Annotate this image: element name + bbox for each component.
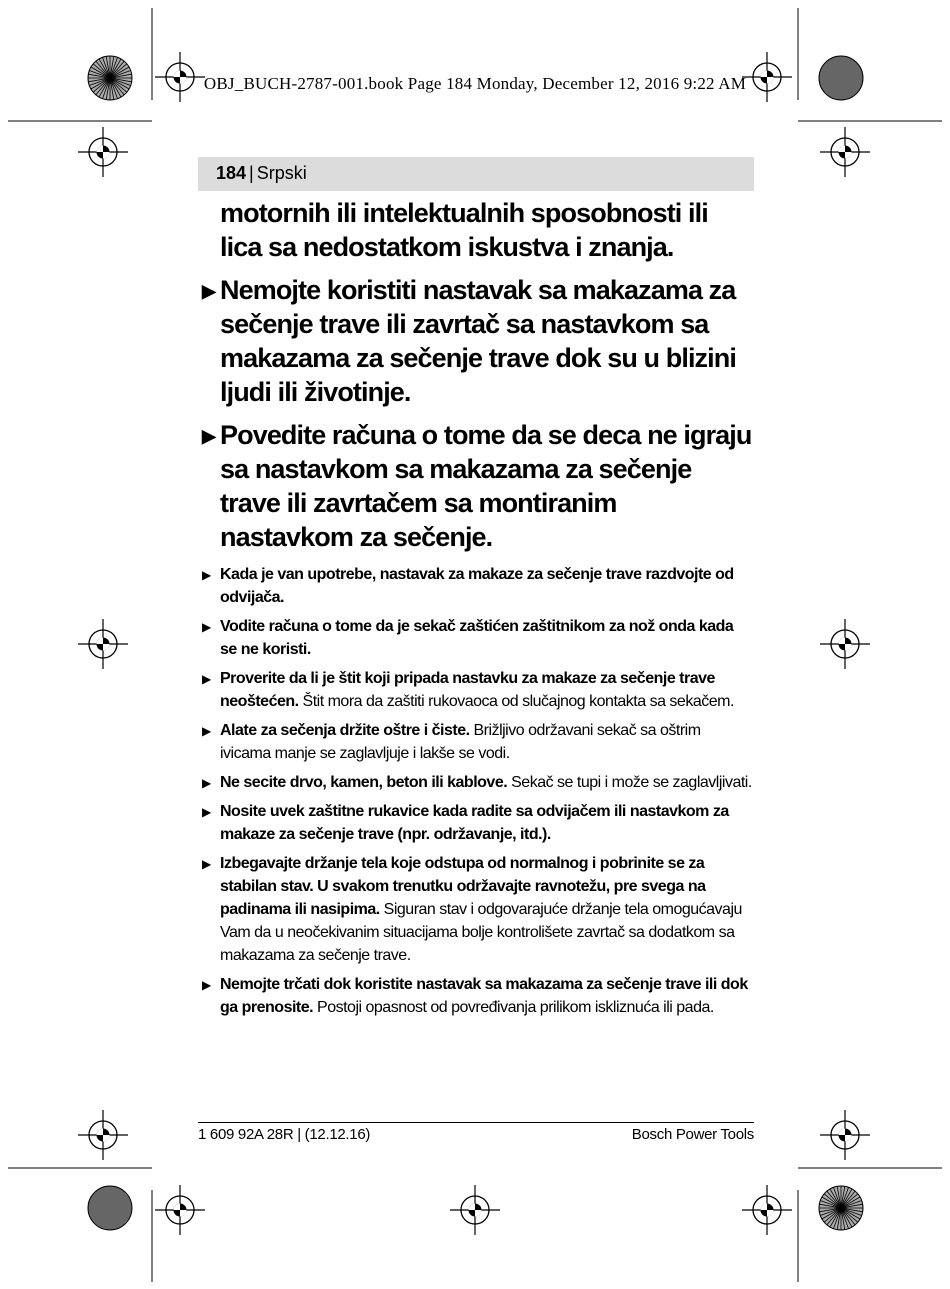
footer-rule: [198, 1122, 754, 1123]
page-header: [198, 157, 754, 191]
warning-large: ▶ Nemojte koristiti nastavak sa makazama za sečenje trave ili zavrtač sa nastavkom sa makazama za sečenje trave dok su u blizini ljudi ili životinje.: [202, 275, 736, 407]
header-separator: |: [249, 163, 254, 183]
warning-item: ▶ Alate za sečenja držite oštre i čiste. Brižljivo održavani sekač sa oštrim ivicama manje se zaglavljuje i lakše se vodi.: [202, 722, 701, 762]
warning-item: ▶ Kada je van upotrebe, nastavak za makaze za sečenje trave razdvojte od odvijača.: [202, 566, 734, 606]
registration-mark-middle-left: [78, 619, 128, 669]
registration-mark-upper-right: [820, 127, 870, 177]
bullet-arrow-icon: ▶: [202, 724, 211, 738]
bullet-arrow-icon: ▶: [202, 805, 211, 819]
page-number: 184: [216, 163, 247, 183]
bullet-arrow-icon: ▶: [202, 426, 215, 446]
warning-large: ▶ Povedite računa o tome da se deca ne igraju sa nastavkom sa makazama za sečenje trave ili zavrtačem sa montiranim nastavkom za sečenje.: [202, 420, 752, 552]
bullet-arrow-icon: ▶: [202, 568, 211, 582]
color-star-bottom-right: [819, 1186, 863, 1230]
warning-item: ▶ Vodite računa o tome da je sekač zaštićen zaštitnikom za nož onda kada se ne koristi.: [202, 618, 734, 658]
warning-item: ▶ Nemojte trčati dok koristite nastavak sa makazama za sečenje trave ili dok ga prenosite. Postoji opasnost od povređivanja prilikom iskliznuća ili pada.: [202, 976, 748, 1016]
warning-item: ▶ Izbegavajte držanje tela koje odstupa od normalnog i pobrinite se za stabilan stav. U svakom trenutku održavajte ravnotežu, pre svega na padinama ili nasipima. Siguran stav i odgovarajuće držanje tela omogućavaju Vam da u neočekivanim situacijama bolje kontrolišete zavrtač sa dodatkom sa makazama za sečenje trave.: [202, 855, 742, 964]
bullet-arrow-icon: ▶: [202, 978, 211, 992]
intro-continuation: motornih ili intelektualnih sposobnosti ili lica sa nedostatkom iskustva i znanja.: [220, 198, 708, 262]
registration-mark-middle-right: [820, 619, 870, 669]
gray-dot-bottom-left: [88, 1186, 132, 1230]
bullet-arrow-icon: ▶: [202, 620, 211, 634]
footer-brand: Bosch Power Tools: [631, 1126, 754, 1143]
warning-item: ▶ Ne secite drvo, kamen, beton ili kablove. Sekač se tupi i može se zaglavljivati.: [202, 771, 754, 794]
language-label: Srpski: [256, 163, 307, 183]
bullet-arrow-icon: ▶: [202, 281, 215, 301]
registration-mark-upper-left: [78, 127, 128, 177]
bullet-arrow-icon: ▶: [202, 857, 211, 871]
bullet-arrow-icon: ▶: [202, 776, 211, 790]
warning-item: ▶ Proverite da li je štit koji pripada nastavku za makaze za sečenje trave neoštećen. Štit mora da zaštiti rukovaoca od slučajnog kontakta sa sekačem.: [202, 670, 734, 710]
registration-mark-bottom-center: [450, 1185, 500, 1235]
content: [202, 196, 754, 1025]
registration-mark-lower-left: [78, 1110, 128, 1160]
bullet-arrow-icon: ▶: [202, 672, 211, 686]
footer-document-number: 1 609 92A 28R | (12.12.16): [198, 1126, 371, 1143]
warning-item: ▶ Nosite uvek zaštitne rukavice kada radite sa odvijačem ili nastavkom za makaze za sečenje trave (npr. održavanje, itd.).: [202, 803, 729, 843]
registration-mark-bottom-right: [742, 1185, 792, 1235]
registration-mark-lower-right: [820, 1110, 870, 1160]
registration-mark-bottom-left: [155, 1185, 205, 1235]
print-slug: OBJ_BUCH-2787-001.book Page 184 Monday, December 12, 2016 9:22 AM: [203, 74, 747, 93]
